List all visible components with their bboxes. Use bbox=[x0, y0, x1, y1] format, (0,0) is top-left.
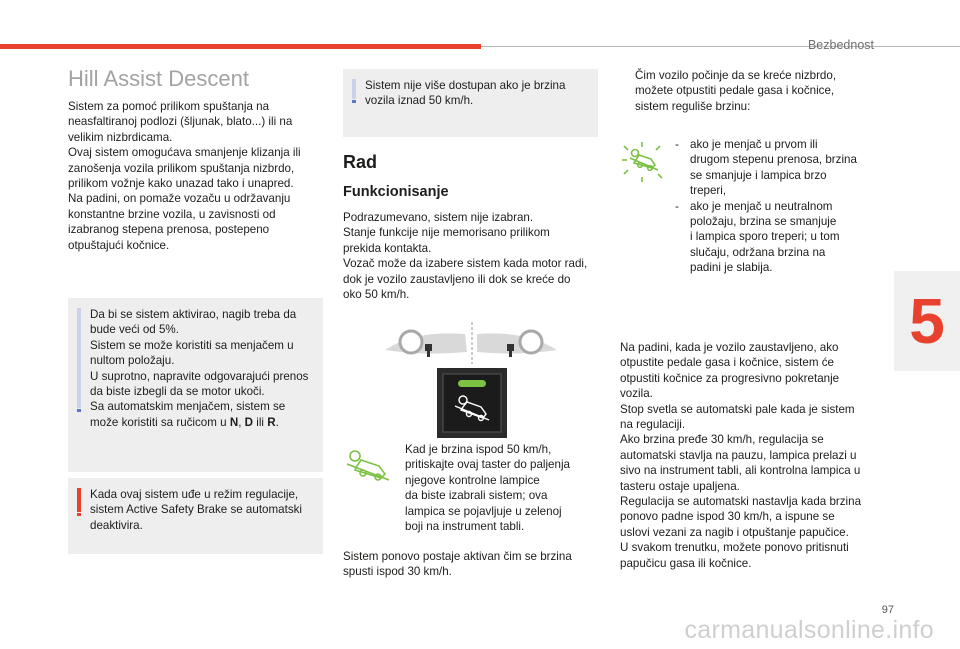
dash-panel-right bbox=[477, 333, 557, 353]
bullet-descent-regulation: Čim vozilo počinje da se kreće nizbrdo, možete otpustiti pedale gasa i kočnice, sistem reguliše brzinu: bbox=[635, 69, 837, 113]
regulation-list bbox=[676, 137, 876, 276]
steering-wheel-icon bbox=[520, 331, 542, 353]
gear-lever-icon bbox=[425, 344, 432, 351]
bullet-select-system: Kad je brzina ispod 50 km/h, pritiskajte ovaj taster do paljenja njegove kontrolne lampice da biste izabrali sistem; ova lampica se pojavljuje u zelenoj boji na instrument tabli. bbox=[405, 443, 570, 534]
list-item: - ako je menjač u neutralnom položaju, brzina se smanjuje i lampica sporo treperi; u tom slučaju, održana brzina na padini je slabija. bbox=[675, 199, 840, 275]
info-box-text: Sistem nije više dostupan ako je brzina vozila iznad 50 km/h. bbox=[365, 79, 566, 108]
page-number: 97 bbox=[881, 604, 894, 616]
section-heading: Rad bbox=[343, 152, 378, 172]
hill-descent-blinking-icon bbox=[620, 140, 666, 184]
warning-exclamation-icon bbox=[77, 488, 81, 512]
hill-descent-icon bbox=[343, 446, 393, 486]
watermark: carmanualsonline.info bbox=[684, 616, 934, 644]
subsection-heading: Funkcionisanje bbox=[343, 184, 449, 200]
page-title: Hill Assist Descent bbox=[68, 66, 249, 91]
default-paragraph: Podrazumevano, sistem nije izabran. Stanje funkcije nije memorisano prilikom prekida kontakta. Vozač može da izabere sistem kada motor radi, dok je vozilo zaustavljeno ili dok se kreće do oko 50 km/h. bbox=[343, 211, 588, 302]
dashboard-button-illustration bbox=[385, 322, 557, 440]
header-accent-bar bbox=[0, 44, 481, 49]
indicator-lamp bbox=[458, 380, 486, 387]
warning-box bbox=[68, 478, 323, 554]
steering-wheel-icon bbox=[400, 331, 422, 353]
reactivation-paragraph: Sistem ponovo postaje aktivan čim se brzina spusti ispod 30 km/h. bbox=[343, 550, 572, 579]
info-box-text: Da bi se sistem aktivirao, nagib treba da bude veći od 5%. Sistem se može koristiti sa menjačem u nultom položaju. U suprotno, napravite odgovarajući prenos da biste izbegli da se motor ukoči. Sa automatskim menjačem, sistem se može koristiti sa ručicom u N, D ili R. bbox=[90, 308, 309, 429]
list-item: - ako je menjač u prvom ili drugom stepenu prenosa, brzina se smanjuje i lampica brzo treperi, bbox=[675, 138, 857, 198]
info-box-speed-limit bbox=[343, 69, 598, 137]
section-title: Bezbednost bbox=[807, 38, 874, 52]
info-bar-icon bbox=[352, 79, 356, 99]
chapter-tab: 5 bbox=[894, 271, 960, 371]
intro-paragraph: Sistem za pomoć prilikom spuštanja na neasfaltiranoj podlozi (šljunak, blato...) ili na velikim nizbrdicama. Ovaj sistem omogućava smanjenje klizanja ili zanošenja vozila prilikom spuštanja nizbrdo, prilikom vožnje kako unazad tako i unapred. Na padini, on pomaže vozaču u održavanju konstantne brzine vozila, u zavisnosti od izabranog stepena prenosa, postepeno otpuštajući kočnice. bbox=[68, 100, 301, 252]
warning-box-text: Kada ovaj sistem uđe u režim regulacije, sistem Active Safety Brake se automatski deaktivira. bbox=[90, 488, 302, 532]
info-box-activation bbox=[68, 298, 323, 472]
slope-paragraph: Na padini, kada je vozilo zaustavljeno, ako otpustite pedale gasa i kočnice, sistem će otpustiti kočnice za progresivno pokretanje vozila. Stop svetla se automatski pale kada je sistem na regulaciji. Ako brzina pređe 30 km/h, regulacija se automatski stavlja na pauzu, lampica prelazi u sivo na instrument tabli, ali kontrolna lampica u tasteru ostaje upaljena. Regulacija se automatski nastavlja kada brzina ponovo padne ispod 30 km/h, a ispune se uslovi vezani za nagib i otpuštanje papučice. U svakom trenutku, možete ponovo pritisnuti papučicu gasa ili kočnice. bbox=[620, 341, 862, 570]
header-rule bbox=[481, 46, 960, 47]
info-bar-icon bbox=[77, 308, 81, 408]
